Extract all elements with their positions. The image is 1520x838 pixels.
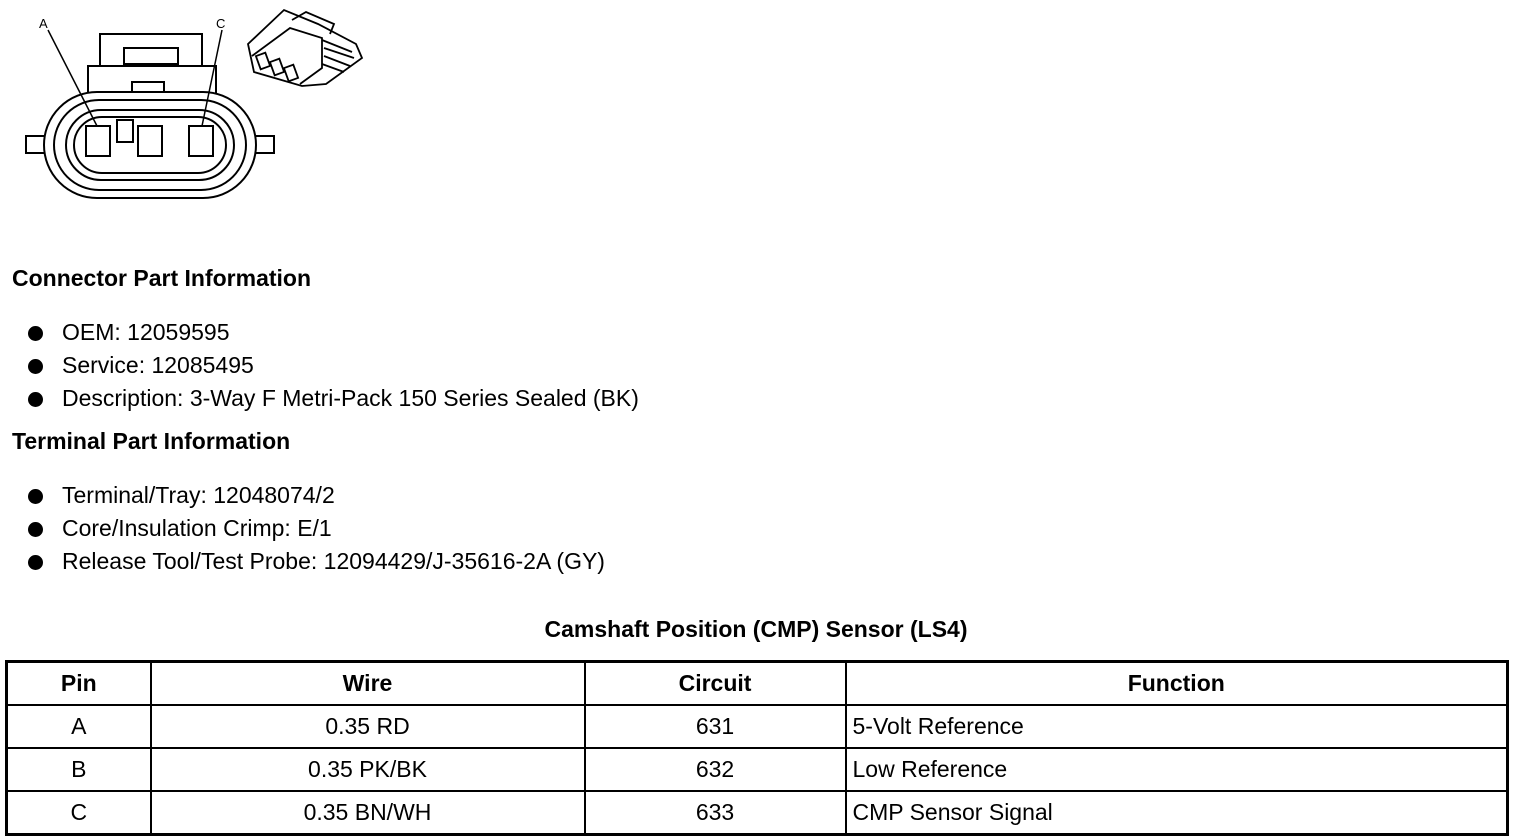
terminal-part-heading: Terminal Part Information [12, 428, 291, 454]
list-item: Core/Insulation Crimp: E/1 [28, 512, 605, 545]
bullet-icon [28, 392, 43, 407]
function-cell: Low Reference [846, 748, 1508, 791]
bullet-icon [28, 359, 43, 374]
terminal-part-list [28, 479, 605, 578]
bullet-icon [28, 326, 43, 341]
column-header-circuit: Circuit [585, 662, 846, 706]
wire-cell: 0.35 RD [151, 705, 585, 748]
connector-part-heading: Connector Part Information [12, 265, 312, 291]
bullet-icon [28, 522, 43, 537]
pinout-table [5, 660, 1509, 836]
connector-part-list [28, 316, 639, 415]
list-item: Description: 3-Way F Metri-Pack 150 Series Sealed (BK) [28, 382, 639, 415]
pin-cell: B [7, 748, 151, 791]
table-row [7, 791, 1508, 835]
circuit-cell: 631 [585, 705, 846, 748]
list-item: OEM: 12059595 [28, 316, 639, 349]
table-row [7, 748, 1508, 791]
column-header-pin: Pin [7, 662, 151, 706]
pin-cell: A [7, 705, 151, 748]
list-item: Service: 12085495 [28, 349, 639, 382]
list-item: Release Tool/Test Probe: 12094429/J-35616-2A (GY) [28, 545, 605, 578]
connector-perspective-icon [248, 10, 362, 86]
pin-c-label: C [216, 16, 226, 31]
table-header-row [7, 662, 1508, 706]
bullet-icon [28, 555, 43, 570]
column-header-wire: Wire [151, 662, 585, 706]
table-title: Camshaft Position (CMP) Sensor (LS4) [544, 616, 968, 642]
wire-cell: 0.35 PK/BK [151, 748, 585, 791]
circuit-cell: 632 [585, 748, 846, 791]
function-cell: 5-Volt Reference [846, 705, 1508, 748]
pin-a-label: A [39, 16, 48, 31]
list-item: Terminal/Tray: 12048074/2 [28, 479, 605, 512]
pin-cell: C [7, 791, 151, 835]
circuit-cell: 633 [585, 791, 846, 835]
wire-cell: 0.35 BN/WH [151, 791, 585, 835]
table-row [7, 705, 1508, 748]
column-header-function: Function [846, 662, 1508, 706]
function-cell: CMP Sensor Signal [846, 791, 1508, 835]
connector-diagram [0, 0, 380, 230]
bullet-icon [28, 489, 43, 504]
